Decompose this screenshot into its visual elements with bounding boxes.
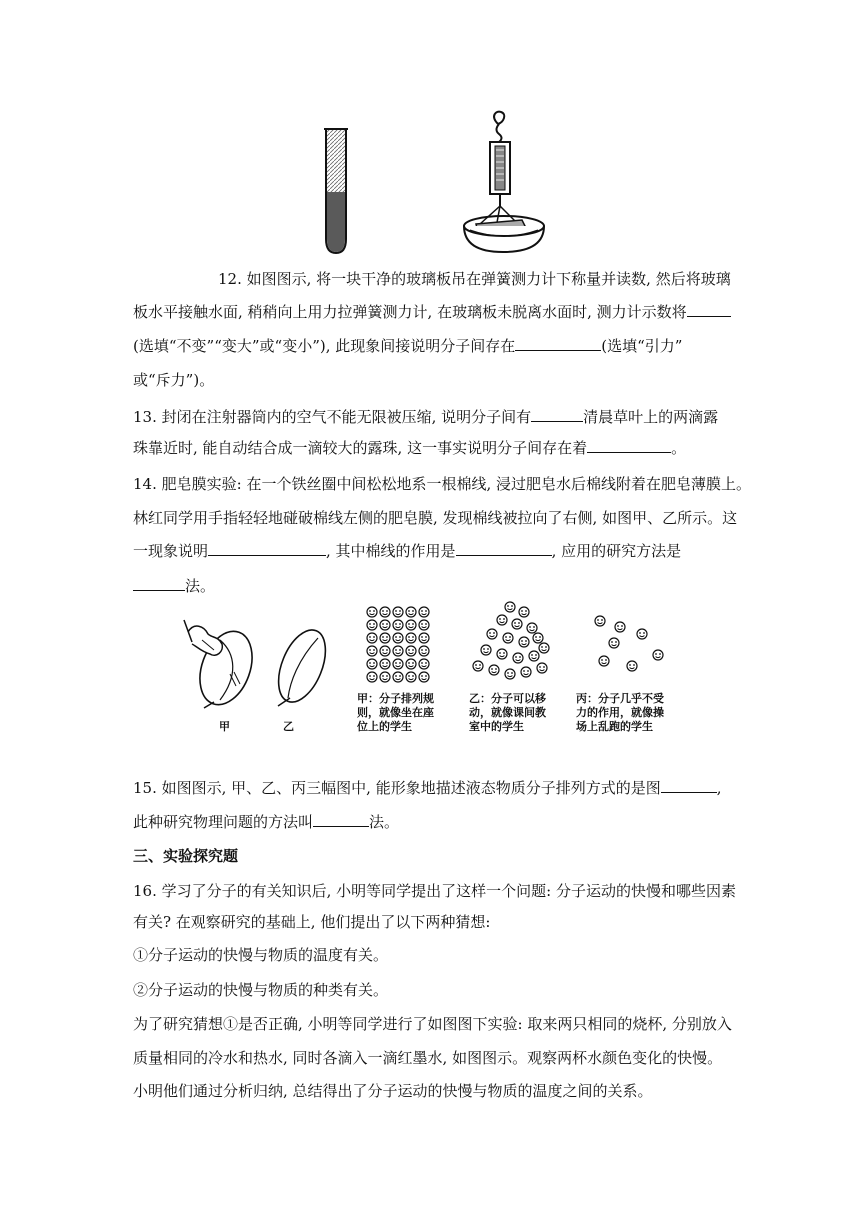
molecule-solid bbox=[406, 633, 416, 643]
molecule-solid bbox=[419, 672, 429, 682]
q13-text: 珠靠近时, 能自动结合成一滴较大的露珠, 这一事实说明分子间存在着 bbox=[133, 439, 588, 457]
label-jia: 甲 bbox=[219, 720, 230, 733]
molecule-liquid bbox=[497, 615, 507, 625]
molecule-gas bbox=[653, 650, 663, 660]
molecule-liquid bbox=[503, 633, 513, 643]
caption-bing bbox=[576, 692, 664, 734]
q14-blank-2[interactable] bbox=[456, 541, 552, 556]
caption-yi-line: 动，就像课间教 bbox=[469, 706, 546, 719]
q16-line-3: ①分子运动的快慢与物质的温度有关。 bbox=[133, 946, 389, 964]
molecule-solid bbox=[380, 620, 390, 630]
molecule-solid bbox=[406, 620, 416, 630]
q12-text: 板水平接触水面, 稍稍向上用力拉弹簧测力计, 在玻璃板未脱离水面时, 测力计示数将 bbox=[133, 303, 687, 321]
molecule-liquid bbox=[519, 637, 529, 647]
q14-line-2: 林红同学用手指轻轻地碰破棉线左侧的肥皂膜, 发现棉线被拉向了右侧, 如图甲、乙所示。这 bbox=[133, 509, 738, 527]
molecule-gas bbox=[599, 656, 609, 666]
q15-text: 15. 如图图示, 甲、乙、丙三幅图中, 能形象地描述液态物质分子排列方式的是图 bbox=[133, 779, 661, 797]
molecule-solid bbox=[406, 672, 416, 682]
molecule-solid bbox=[406, 607, 416, 617]
q12-line-3 bbox=[133, 336, 682, 356]
soap-film-figure-jia bbox=[180, 614, 266, 710]
molecule-solid bbox=[419, 607, 429, 617]
molecule-gas bbox=[627, 661, 637, 671]
caption-yi bbox=[469, 692, 546, 734]
q14-text: 法。 bbox=[185, 577, 216, 595]
q12-text: (选填“不变”“变大”或“变小”), 此现象间接说明分子间存在 bbox=[133, 337, 516, 355]
caption-jia-line: 位上的学生 bbox=[357, 720, 412, 733]
q15-line-2 bbox=[133, 812, 399, 832]
caption-yi-line: 乙：分子可以移 bbox=[469, 692, 546, 705]
molecule-solid bbox=[419, 620, 429, 630]
molecule-liquid bbox=[529, 651, 539, 661]
q13-blank-2[interactable] bbox=[587, 438, 671, 453]
molecule-gas bbox=[637, 629, 647, 639]
q12-blank-1[interactable] bbox=[687, 302, 731, 317]
molecule-liquid bbox=[537, 663, 547, 673]
molecule-liquid bbox=[505, 669, 515, 679]
q12-line-1: 12. 如图图示, 将一块干净的玻璃板吊在弹簧测力计下称量并读数, 然后将玻璃 bbox=[218, 270, 731, 288]
molecule-solid bbox=[367, 607, 377, 617]
q16-line-4: ②分子运动的快慢与物质的种类有关。 bbox=[133, 981, 389, 999]
molecule-solid bbox=[406, 646, 416, 656]
molecule-liquid bbox=[527, 623, 537, 633]
caption-jia-line: 则，就像坐在座 bbox=[357, 706, 434, 719]
caption-bing-line: 力的作用，就像操 bbox=[576, 706, 664, 719]
q12-line-4: 或“斥力”)。 bbox=[133, 371, 215, 389]
q16-line-1: 16. 学习了分子的有关知识后, 小明等同学提出了这样一个问题: 分子运动的快慢和哪些因素 bbox=[133, 882, 736, 900]
spring-scale-figure bbox=[458, 108, 550, 258]
q14-line-3 bbox=[133, 541, 681, 561]
molecule-solid bbox=[419, 659, 429, 669]
q14-text: , 其中棉线的作用是 bbox=[326, 542, 456, 560]
molecule-solid bbox=[393, 659, 403, 669]
molecule-gas bbox=[595, 616, 605, 626]
q16-line-5: 为了研究猜想①是否正确, 小明等同学进行了如图图下实验: 取来两只相同的烧杯, 分别放入 bbox=[133, 1015, 732, 1033]
molecule-arrangement-figures bbox=[352, 600, 678, 692]
label-yi: 乙 bbox=[283, 720, 294, 733]
q12-line-2 bbox=[133, 302, 731, 322]
q13-line-2 bbox=[133, 438, 686, 458]
molecule-solid bbox=[406, 659, 416, 669]
molecule-solid bbox=[380, 659, 390, 669]
soap-film-figure-yi bbox=[270, 624, 330, 710]
q14-blank-1[interactable] bbox=[208, 541, 326, 556]
molecule-liquid bbox=[539, 643, 549, 653]
q15-blank-1[interactable] bbox=[661, 778, 717, 793]
molecule-gas bbox=[609, 638, 619, 648]
molecule-liquid bbox=[519, 607, 529, 617]
q15-text: 此种研究物理问题的方法叫 bbox=[133, 813, 314, 831]
molecule-liquid bbox=[497, 649, 507, 659]
molecule-liquid bbox=[533, 633, 543, 643]
molecule-solid bbox=[367, 672, 377, 682]
q15-text: , bbox=[716, 779, 722, 797]
molecule-solid bbox=[393, 620, 403, 630]
q15-text: 法。 bbox=[369, 813, 400, 831]
molecule-solid bbox=[393, 633, 403, 643]
q16-line-2: 有关? 在观察研究的基础上, 他们提出了以下两种猜想: bbox=[133, 913, 491, 931]
q16-line-7: 小明他们通过分析归纳, 总结得出了分子运动的快慢与物质的温度之间的关系。 bbox=[133, 1082, 653, 1100]
q13-blank-1[interactable] bbox=[531, 407, 583, 422]
molecule-solid bbox=[367, 646, 377, 656]
molecule-solid bbox=[380, 607, 390, 617]
molecule-solid bbox=[367, 633, 377, 643]
test-tube-figure bbox=[318, 125, 358, 257]
q13-line-1 bbox=[133, 407, 718, 427]
q15-blank-2[interactable] bbox=[313, 812, 369, 827]
caption-jia bbox=[357, 692, 434, 734]
molecule-liquid bbox=[489, 665, 499, 675]
q14-text: , 应用的研究方法是 bbox=[551, 542, 682, 560]
q13-text: 13. 封闭在注射器筒内的空气不能无限被压缩, 说明分子间有 bbox=[133, 408, 532, 426]
caption-jia-line: 甲：分子排列规 bbox=[357, 692, 434, 705]
molecule-gas bbox=[615, 622, 625, 632]
molecule-liquid bbox=[505, 602, 515, 612]
molecule-solid bbox=[380, 633, 390, 643]
molecule-solid bbox=[367, 659, 377, 669]
molecule-liquid bbox=[521, 667, 531, 677]
molecule-solid bbox=[419, 646, 429, 656]
q15-line-1 bbox=[133, 778, 721, 798]
molecule-liquid bbox=[473, 661, 483, 671]
q14-line-4 bbox=[133, 576, 215, 596]
q14-line-1: 14. 肥皂膜实验: 在一个铁丝圈中间松松地系一根棉线, 浸过肥皂水后棉线附着在肥皂薄膜上。 bbox=[133, 475, 751, 493]
q13-text: 。 bbox=[671, 439, 687, 457]
molecule-liquid bbox=[487, 629, 497, 639]
q13-text: 清晨草叶上的两滴露 bbox=[583, 408, 719, 426]
q14-blank-3[interactable] bbox=[133, 576, 185, 591]
molecule-solid bbox=[380, 672, 390, 682]
molecule-solid bbox=[367, 620, 377, 630]
q14-text: 一现象说明 bbox=[133, 542, 209, 560]
q12-text: (选填“引力” bbox=[601, 337, 683, 355]
section-heading: 三、实验探究题 bbox=[133, 847, 239, 865]
caption-bing-line: 场上乱跑的学生 bbox=[576, 720, 653, 733]
q12-blank-2[interactable] bbox=[515, 336, 601, 351]
caption-yi-line: 室中的学生 bbox=[469, 720, 524, 733]
q16-line-6: 质量相同的冷水和热水, 同时各滴入一滴红墨水, 如图图示。观察两杯水颜色变化的快慢。 bbox=[133, 1049, 723, 1067]
molecule-liquid bbox=[512, 619, 522, 629]
molecule-solid bbox=[393, 672, 403, 682]
molecule-solid bbox=[380, 646, 390, 656]
molecule-liquid bbox=[513, 653, 523, 663]
molecule-solid bbox=[393, 607, 403, 617]
caption-bing-line: 丙：分子几乎不受 bbox=[576, 692, 664, 705]
molecule-liquid bbox=[481, 645, 491, 655]
molecule-solid bbox=[419, 633, 429, 643]
molecule-solid bbox=[393, 646, 403, 656]
